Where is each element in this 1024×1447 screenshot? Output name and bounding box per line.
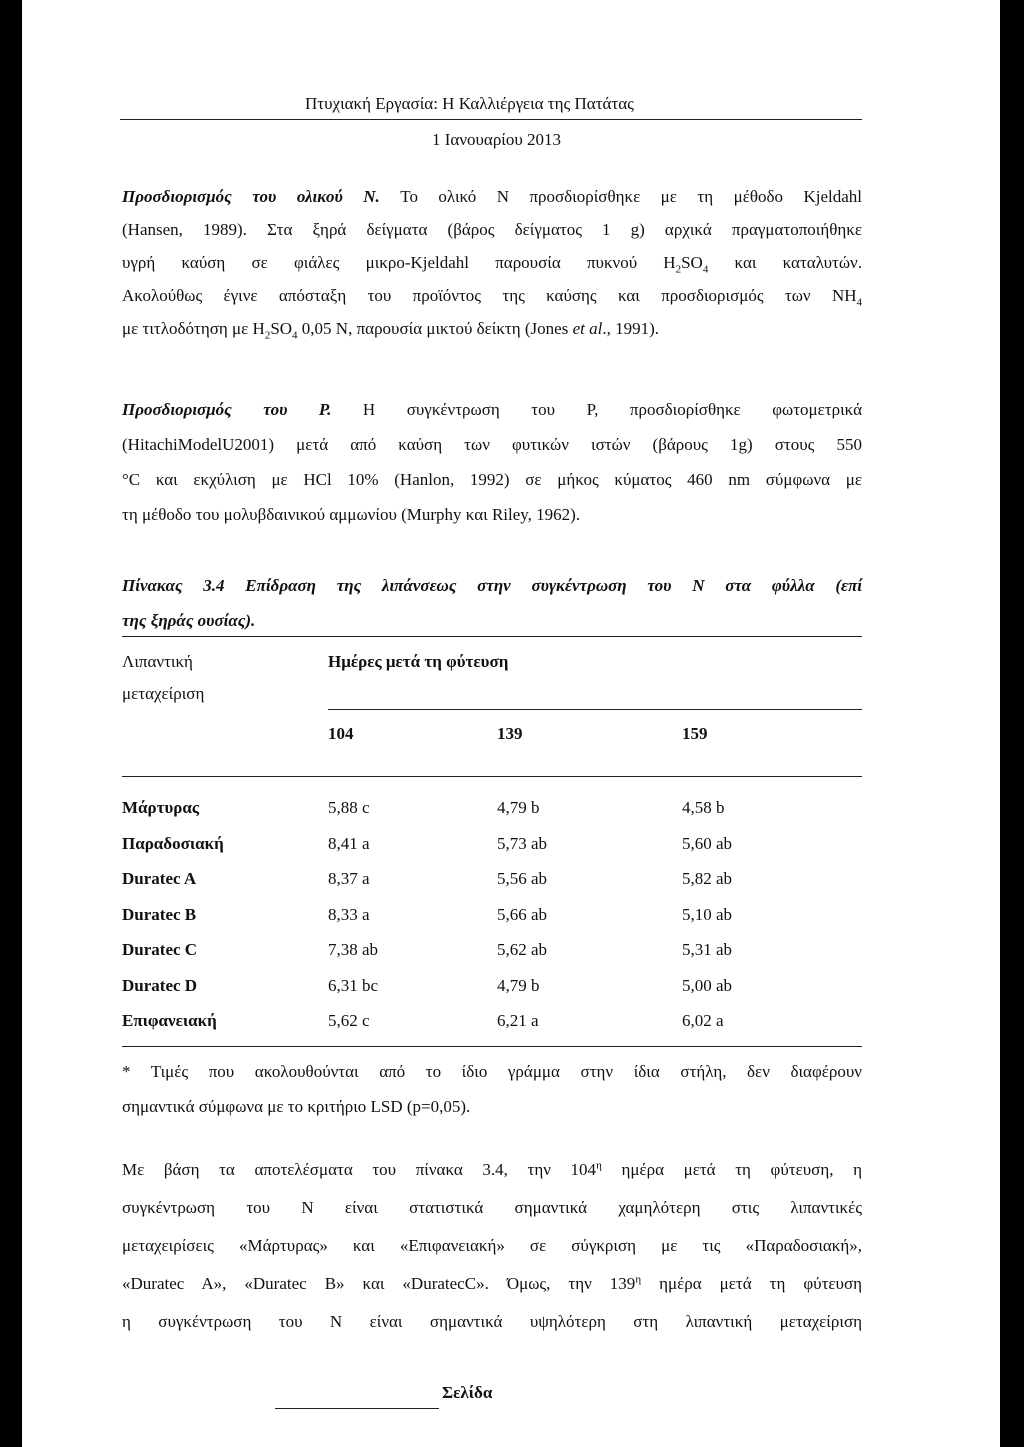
table-cell: 5,10 ab	[682, 905, 733, 924]
section-p-line1: Προσδιορισμός του P. Η συγκέντρωση του P, προσδιορίσθηκε φωτομετρικά	[122, 400, 863, 419]
header-date: 1 Ιανουαρίου 2013	[432, 130, 562, 149]
table-cell: 5,73 ab	[497, 834, 548, 853]
table-caption-line1: Πίνακας 3.4 Επίδραση της λιπάνσεως στην συγκέντρωση του N στα φύλλα (επί	[122, 576, 862, 595]
section-p-line4: τη μέθοδο του μολυβδαινικού αμμωνίου (Murphy και Riley, 1962).	[122, 505, 581, 524]
section-n-line4: Ακολούθως έγινε απόσταξη του προϊόντος της καύσης και προσδιορισμός των $NH_4$	[122, 286, 862, 309]
table-day-104: 104	[328, 724, 354, 743]
table-cell: 5,62 c	[328, 1011, 370, 1030]
table-footnote	[122, 1054, 862, 1124]
table-cell: 6,31 bc	[328, 976, 379, 995]
table-cell: 6,02 a	[682, 1011, 724, 1030]
table-cell: 5,82 ab	[682, 869, 733, 888]
section-p-line3: °C και εκχύλιση με HCl 10% (Hanlon, 1992) σε μήκος κύματος 460 nm σύμφωνα με	[122, 470, 862, 489]
table-cell: 8,41 a	[328, 834, 370, 853]
conclusion-line3: μεταχειρίσεις «Μάρτυρας» και «Επιφανειακή» σε σύγκριση με τις «Παραδοσιακή»,	[122, 1236, 862, 1255]
section-n-line1: Προσδιορισμός του ολικού N. Το ολικό N προσδιορίσθηκε με τη μέθοδο Kjeldahl	[122, 187, 862, 206]
table-group-rule	[328, 709, 862, 710]
section-p-paragraph	[122, 392, 862, 532]
footer-page-number-line	[275, 1408, 439, 1409]
table-caption	[122, 568, 862, 638]
table-cell: 4,79 b	[497, 798, 540, 817]
table-row-label: Duratec C	[122, 940, 198, 959]
conclusion-line5: η συγκέντρωση του N είναι σημαντικά υψηλότερη στη λιπαντική μεταχείριση	[122, 1312, 862, 1331]
table-cell: 5,00 ab	[682, 976, 733, 995]
table-day-159: 159	[682, 724, 708, 743]
table-cell: 4,79 b	[497, 976, 540, 995]
footnote-line1: * Τιμές που ακολουθούνται από το ίδιο γράμμα στην ίδια στήλη, δεν διαφέρουν	[122, 1062, 862, 1081]
table-row-label: Επιφανειακή	[122, 1011, 217, 1030]
table-cell: 5,62 ab	[497, 940, 548, 959]
table-cell: 5,56 ab	[497, 869, 548, 888]
table-caption-line2: της ξηράς ουσίας).	[122, 611, 256, 630]
table-row-label: Duratec B	[122, 905, 197, 924]
section-n-paragraph	[122, 180, 862, 345]
header-rule	[120, 119, 862, 120]
section-p-line2: (HitachiModelU2001) μετά από καύση των φυτικών ιστών (βάρους 1g) στους 550	[122, 435, 862, 454]
table-header-bottom-rule	[122, 776, 862, 777]
document-page	[22, 0, 1000, 1447]
table-col-header-line1: Λιπαντική	[122, 652, 193, 671]
table-cell: 5,66 ab	[497, 905, 548, 924]
table-cell: 7,38 ab	[328, 940, 379, 959]
table-top-rule	[122, 636, 862, 637]
table-cell: 5,60 ab	[682, 834, 733, 853]
table-cell: 8,37 a	[328, 869, 370, 888]
table-bottom-rule	[122, 1046, 862, 1047]
footer-page-label: Σελίδα	[442, 1383, 493, 1402]
table-cell: 8,33 a	[328, 905, 370, 924]
section-n-line5: με τιτλοδότηση με $H_2SO_4$ 0,05 N, παρουσία μικτού δείκτη (Jones et al., 1991).	[122, 319, 659, 342]
section-p-heading: Προσδιορισμός του P.	[122, 400, 332, 419]
table-cell: 5,88 c	[328, 798, 370, 817]
table-group-header: Ημέρες μετά τη φύτευση	[328, 652, 509, 671]
conclusion-paragraph	[122, 1151, 862, 1341]
conclusion-line4: «Duratec A», «Duratec B» και «DuratecC». Όμως, την $139^\eta$ ημέρα μετά τη φύτευση	[122, 1273, 863, 1293]
table-cell: 4,58 b	[682, 798, 725, 817]
table-row-label: Μάρτυρας	[122, 798, 200, 817]
conclusion-line2: συγκέντρωση του N είναι στατιστικά σημαντικά χαμηλότερη στις λιπαντικές	[122, 1198, 862, 1217]
table-day-139: 139	[497, 724, 523, 743]
table-col-header-line2: μεταχείριση	[122, 684, 205, 703]
footnote-line2: σημαντικά σύμφωνα με το κριτήριο LSD (p=0,05).	[122, 1097, 471, 1116]
header-title: Πτυχιακή Εργασία: Η Καλλιέργεια της Πατάτας	[305, 94, 634, 113]
table-cell: 6,21 a	[497, 1011, 539, 1030]
section-n-line3: υγρή καύση σε φιάλες μικρο-Kjeldahl παρουσία πυκνού $H_2SO_4$ και καταλυτών.	[122, 253, 862, 276]
table-row-label: Duratec D	[122, 976, 198, 995]
section-n-line2: (Hansen, 1989). Στα ξηρά δείγματα (βάρος δείγματος 1 g) αρχικά πραγματοποιήθηκε	[122, 220, 862, 239]
conclusion-line1: Με βάση τα αποτελέσματα του πίνακα 3.4, την $104^\eta$ ημέρα μετά τη φύτευση, η	[122, 1159, 862, 1179]
table-cell: 5,31 ab	[682, 940, 733, 959]
table-row-label: Παραδοσιακή	[122, 834, 224, 853]
section-n-heading: Προσδιορισμός του ολικού N.	[122, 187, 380, 206]
table-row-label: Duratec A	[122, 869, 197, 888]
